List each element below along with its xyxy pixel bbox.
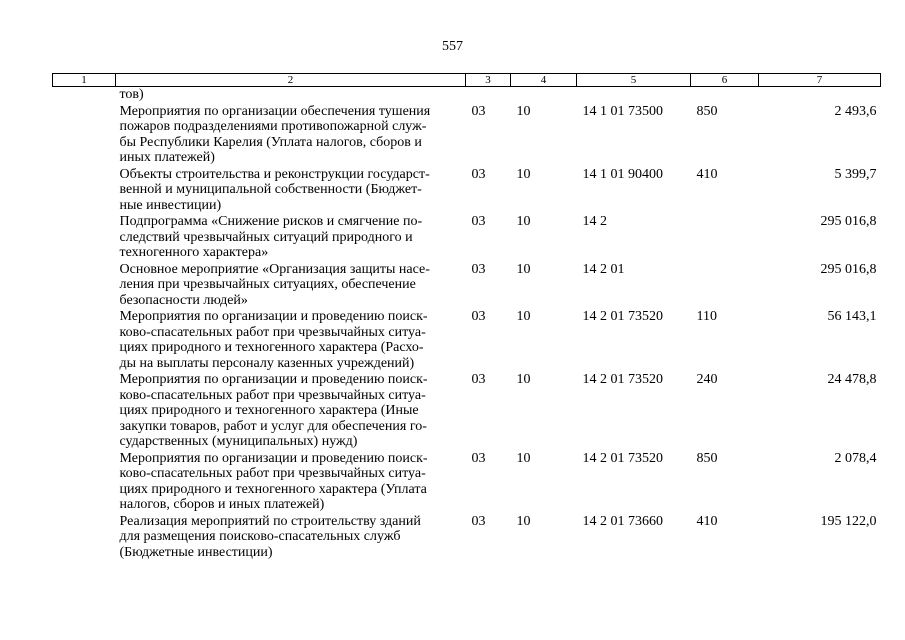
cell-amount: 2 078,4	[834, 450, 877, 466]
cell-target-article: 14 2 01 73520	[582, 309, 663, 324]
cell-name	[116, 372, 466, 451]
name-line: налогов, сборов и иных платежей)	[119, 497, 325, 512]
page-number: 557	[442, 39, 463, 54]
cell-target-article: 14 1 01 73500	[582, 103, 663, 119]
cell-target-article	[577, 87, 691, 104]
budget-table	[52, 73, 881, 561]
name-line: ды на выплаты персоналу казенных учреждений)	[119, 355, 415, 371]
table-row	[53, 87, 881, 104]
name-line: (Бюджетные инвестиции)	[119, 544, 273, 560]
header-row	[53, 74, 881, 87]
cell-section: 03	[471, 214, 486, 229]
cell-col1	[53, 87, 116, 104]
cell-section	[466, 87, 511, 104]
name-line: Мероприятия по организации обеспечения тушения	[119, 103, 431, 119]
cell-amount: 2 493,6	[834, 103, 877, 119]
cell-name	[116, 167, 466, 215]
cell-target-article: 14 2 01	[582, 261, 625, 277]
cell-section: 03	[471, 309, 486, 324]
column-header-6: 6	[691, 74, 759, 87]
cell-col1	[53, 262, 116, 310]
cell-expense-type	[691, 262, 759, 310]
table-row	[53, 451, 881, 514]
cell-expense-type: 240	[696, 372, 718, 387]
name-line: бы Республики Карелия (Уплата налогов, сборов и	[119, 134, 422, 150]
cell-amount: 56 143,1	[827, 309, 877, 324]
cell-subsection: 10	[516, 372, 531, 387]
cell-name	[116, 104, 466, 167]
table-row	[53, 262, 881, 310]
name-line: ково-спасательных работ при чрезвычайных ситуа-	[119, 466, 426, 481]
cell-col1	[53, 167, 116, 215]
cell-section: 03	[471, 261, 486, 277]
cell-amount: 295 016,8	[820, 214, 877, 229]
cell-expense-type: 410	[696, 513, 718, 529]
table-row	[53, 167, 881, 215]
column-header-4: 4	[511, 74, 577, 87]
column-header-1: 1	[53, 74, 116, 87]
cell-subsection: 10	[516, 309, 531, 324]
cell-name	[116, 87, 466, 104]
column-header-7: 7	[759, 74, 881, 87]
name-line: циях природного и техногенного характера (Расхо-	[119, 340, 424, 355]
name-line: закупки товаров, работ и услуг для обеспечения го-	[119, 418, 427, 434]
cell-section: 03	[471, 513, 486, 529]
name-line: ные инвестиции)	[119, 197, 222, 213]
name-line: Мероприятия по организации и проведению поиск-	[119, 450, 428, 466]
cell-section: 03	[471, 372, 486, 387]
table-row	[53, 309, 881, 372]
cell-target-article: 14 2 01 73520	[582, 450, 663, 466]
name-line: сударственных (муниципальных) нужд)	[119, 434, 358, 449]
cell-amount: 195 122,0	[820, 513, 877, 529]
cell-expense-type: 850	[696, 103, 718, 119]
cell-expense-type: 110	[696, 309, 717, 324]
cell-section: 03	[471, 103, 486, 119]
cell-expense-type	[691, 214, 759, 262]
cell-name	[116, 262, 466, 310]
cell-amount: 295 016,8	[820, 261, 877, 277]
name-line: Мероприятия по организации и проведению поиск-	[119, 372, 428, 387]
cell-subsection: 10	[516, 214, 531, 229]
cell-subsection: 10	[516, 166, 531, 182]
name-line: Реализация мероприятий по строительству зданий	[119, 513, 421, 529]
name-line: Подпрограмма «Снижение рисков и смягчение по-	[119, 214, 423, 229]
cell-name	[116, 309, 466, 372]
name-line: Мероприятия по организации и проведению поиск-	[119, 309, 428, 324]
cell-amount	[759, 87, 881, 104]
cell-section: 03	[471, 450, 486, 466]
table-row	[53, 514, 881, 562]
column-header-3: 3	[466, 74, 511, 87]
cell-col1	[53, 104, 116, 167]
name-line: Основное мероприятие «Организация защиты насе-	[119, 261, 430, 277]
name-line: ково-спасательных работ при чрезвычайных ситуа-	[119, 387, 426, 403]
name-line: ково-спасательных работ при чрезвычайных ситуа-	[119, 324, 426, 340]
name-line: безопасности людей»	[119, 292, 248, 308]
cell-target-article: 14 2 01 73520	[582, 372, 663, 387]
cell-amount: 24 478,8	[827, 372, 877, 387]
cell-section: 03	[471, 166, 486, 182]
cell-name	[116, 514, 466, 562]
cell-subsection: 10	[516, 450, 531, 466]
name-line: венной и муниципальной собственности (Бюджет-	[119, 182, 422, 197]
cell-col1	[53, 372, 116, 451]
cell-amount: 5 399,7	[834, 166, 877, 182]
table-row	[53, 214, 881, 262]
name-line: циях природного и техногенного характера (Уплата	[119, 481, 427, 497]
name-line: тов)	[119, 87, 144, 102]
cell-target-article: 14 2 01 73660	[582, 513, 663, 529]
cell-col1	[53, 514, 116, 562]
cell-expense-type	[691, 87, 759, 104]
name-line: техногенного характера»	[119, 245, 269, 260]
cell-subsection: 10	[516, 261, 531, 277]
cell-subsection	[511, 87, 577, 104]
cell-name	[116, 451, 466, 514]
cell-expense-type: 410	[696, 166, 718, 182]
cell-col1	[53, 214, 116, 262]
name-line: для размещения поисково-спасательных служб	[119, 529, 401, 544]
column-header-5: 5	[577, 74, 691, 87]
cell-subsection: 10	[516, 103, 531, 119]
column-header-2: 2	[116, 74, 466, 87]
name-line: иных платежей)	[119, 150, 215, 165]
cell-name	[116, 214, 466, 262]
cell-subsection: 10	[516, 513, 531, 529]
table-row	[53, 372, 881, 451]
cell-target-article: 14 1 01 90400	[582, 166, 663, 182]
name-line: Объекты строительства и реконструкции государст-	[119, 166, 430, 182]
cell-target-article: 14 2	[582, 214, 607, 229]
cell-col1	[53, 309, 116, 372]
name-line: ления при чрезвычайных ситуациях, обеспечение	[119, 277, 416, 292]
name-line: пожаров подразделениями противопожарной служ-	[119, 119, 427, 134]
name-line: циях природного и техногенного характера (Иные	[119, 403, 419, 418]
name-line: следствий чрезвычайных ситуаций природного и	[119, 229, 413, 245]
cell-col1	[53, 451, 116, 514]
table-row	[53, 104, 881, 167]
cell-expense-type: 850	[696, 450, 718, 466]
